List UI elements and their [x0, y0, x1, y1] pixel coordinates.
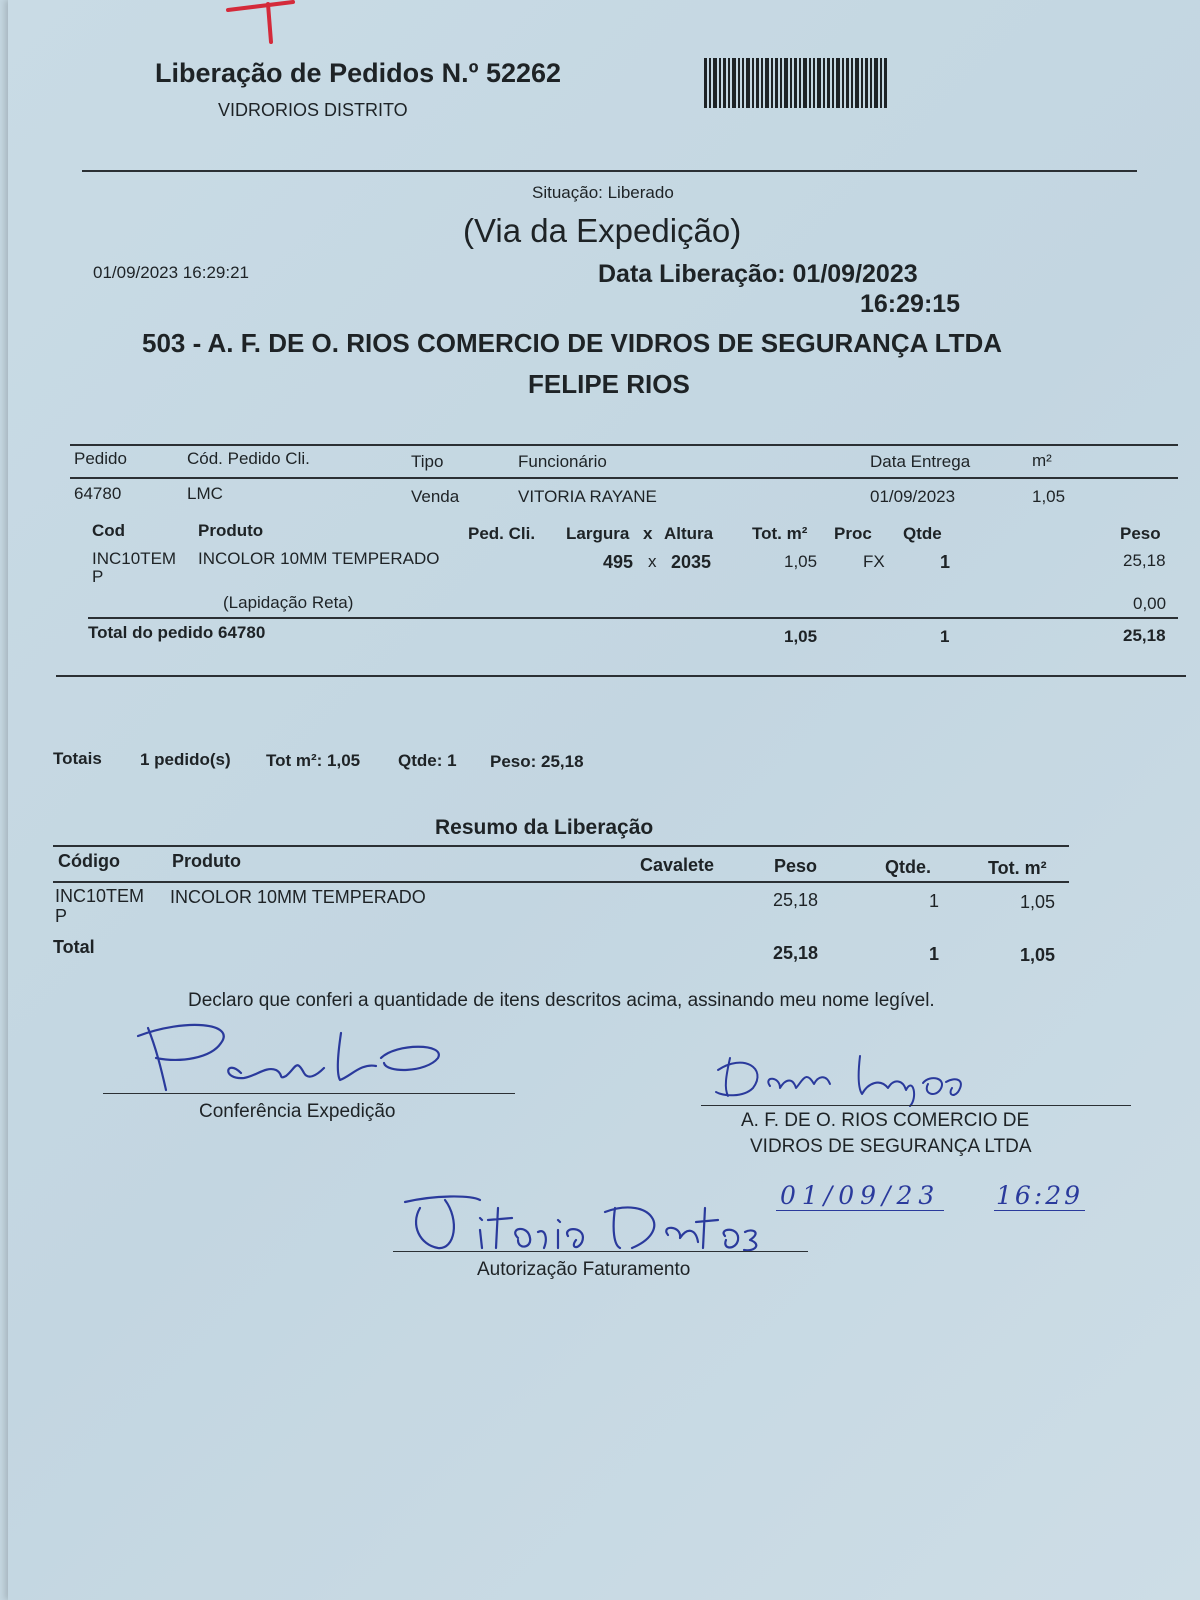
item-header-largura: Largura [566, 524, 630, 543]
summary-codigo-line1: INC10TEM [55, 886, 145, 906]
col-header-data-entrega: Data Entrega [870, 452, 971, 471]
situation-status: Situação: Liberado [532, 183, 674, 202]
order-tipo: Venda [411, 487, 460, 506]
order-total-qtde: 1 [940, 627, 950, 646]
item-header-cod: Cod [92, 521, 126, 540]
summary-header-produto: Produto [172, 851, 241, 871]
summary-top-rule [53, 845, 1069, 847]
summary-total-tot-m2: 1,05 [1020, 945, 1056, 965]
item-header-produto: Produto [198, 521, 264, 540]
item-qtde: 1 [940, 552, 951, 572]
item-largura: 495 [603, 552, 634, 572]
signature-label-faturamento: Autorização Faturamento [477, 1259, 691, 1280]
order-data-entrega: 01/09/2023 [870, 487, 956, 506]
client-name: 503 - A. F. DE O. RIOS COMERCIO DE VIDROS DE SEGURANÇA LTDA [142, 328, 1003, 358]
summary-total-peso: 25,18 [773, 943, 819, 963]
client-contact: FELIPE RIOS [528, 369, 690, 399]
order-table-top-rule [70, 444, 1178, 446]
order-total-label: Total do pedido 64780 [88, 623, 266, 642]
order-total-rule [88, 617, 1178, 619]
summary-header-qtde: Qtde. [885, 857, 932, 877]
order-cod-pedido-cli: LMC [187, 484, 223, 503]
document-title: Liberação de Pedidos N.º 52262 [155, 58, 562, 88]
signature-label-cliente-line1: A. F. DE O. RIOS COMERCIO DE [741, 1110, 1030, 1131]
summary-header-codigo: Código [58, 851, 120, 871]
item-tot-m2: 1,05 [784, 552, 818, 571]
col-header-cod-pedido-cli: Cód. Pedido Cli. [187, 449, 310, 468]
item-header-qtde: Qtde [903, 524, 942, 543]
col-header-funcionario: Funcionário [518, 452, 607, 471]
order-funcionario: VITORIA RAYANE [518, 487, 657, 506]
item-cod-line1: INC10TEM [92, 549, 177, 568]
signature-label-cliente-line2: VIDROS DE SEGURANÇA LTDA [750, 1136, 1032, 1157]
release-time: 16:29:15 [860, 290, 961, 318]
signature-line-faturamento [393, 1251, 808, 1252]
handwritten-time: 16:29 [996, 1181, 1084, 1210]
copy-type: (Via da Expedição) [463, 212, 742, 249]
header-divider [82, 170, 1137, 172]
signature-line-conferencia [103, 1093, 515, 1094]
summary-header-tot-m2: Tot. m² [988, 858, 1047, 878]
summary-tot-m2: 1,05 [1020, 892, 1056, 912]
summary-header-peso: Peso [774, 856, 818, 876]
col-header-pedido: Pedido [74, 449, 127, 468]
col-header-tipo: Tipo [411, 452, 444, 471]
summary-header-cavalete: Cavalete [640, 855, 715, 875]
item-proc: FX [863, 552, 885, 571]
totals-pedidos: 1 pedido(s) [140, 750, 231, 769]
print-timestamp: 01/09/2023 16:29:21 [93, 263, 249, 282]
order-m2: 1,05 [1032, 487, 1066, 506]
totals-tot-m2: Tot m²: 1,05 [266, 751, 361, 770]
item-header-peso: Peso [1120, 524, 1161, 543]
item-header-x: x [643, 524, 653, 543]
sub-item-peso: 0,00 [1133, 594, 1167, 613]
summary-codigo-line2: P [55, 906, 68, 926]
signature-faturamento [400, 1190, 780, 1260]
summary-qtde: 1 [929, 891, 940, 911]
summary-title: Resumo da Liberação [435, 816, 654, 839]
order-total-tot-m2: 1,05 [784, 627, 818, 646]
declaration-text: Declaro que conferi a quantidade de itens descritos acima, assinando meu nome legível. [188, 990, 935, 1011]
totals-peso: Peso: 25,18 [490, 752, 584, 771]
order-total-peso: 25,18 [1123, 626, 1166, 645]
barcode [704, 58, 890, 108]
document-page [8, 0, 1200, 1600]
red-pen-mark [223, 0, 313, 50]
summary-produto: INCOLOR 10MM TEMPERADO [170, 887, 426, 907]
col-header-m2: m² [1032, 451, 1052, 470]
summary-header-rule [53, 881, 1069, 883]
company-name: VIDRORIOS DISTRITO [218, 100, 408, 120]
order-table-header-rule [70, 477, 1178, 479]
signature-line-cliente [701, 1105, 1131, 1106]
item-peso: 25,18 [1123, 551, 1166, 570]
release-date: Data Liberação: 01/09/2023 [598, 260, 918, 288]
item-altura: 2035 [671, 552, 712, 572]
signature-label-conferencia: Conferência Expedição [199, 1101, 396, 1122]
handwritten-date: 01/09/23 [776, 1181, 944, 1211]
item-produto: INCOLOR 10MM TEMPERADO [198, 549, 440, 568]
item-header-tot-m2: Tot. m² [752, 524, 808, 543]
signature-cliente [708, 1048, 988, 1108]
totals-qtde: Qtde: 1 [398, 751, 457, 770]
item-x: x [648, 552, 657, 571]
item-cod-line2: P [92, 567, 104, 586]
item-header-proc: Proc [834, 524, 872, 543]
totals-label: Totais [53, 749, 102, 768]
summary-total-label: Total [53, 937, 95, 957]
order-table-bottom-rule [56, 675, 1186, 677]
signature-conferencia [126, 1018, 456, 1098]
item-header-altura: Altura [664, 524, 714, 543]
item-header-ped-cli: Ped. Cli. [468, 524, 536, 543]
summary-total-qtde: 1 [929, 944, 940, 964]
order-pedido: 64780 [74, 484, 122, 503]
sub-item-descricao: (Lapidação Reta) [223, 593, 354, 612]
summary-peso: 25,18 [773, 890, 819, 910]
